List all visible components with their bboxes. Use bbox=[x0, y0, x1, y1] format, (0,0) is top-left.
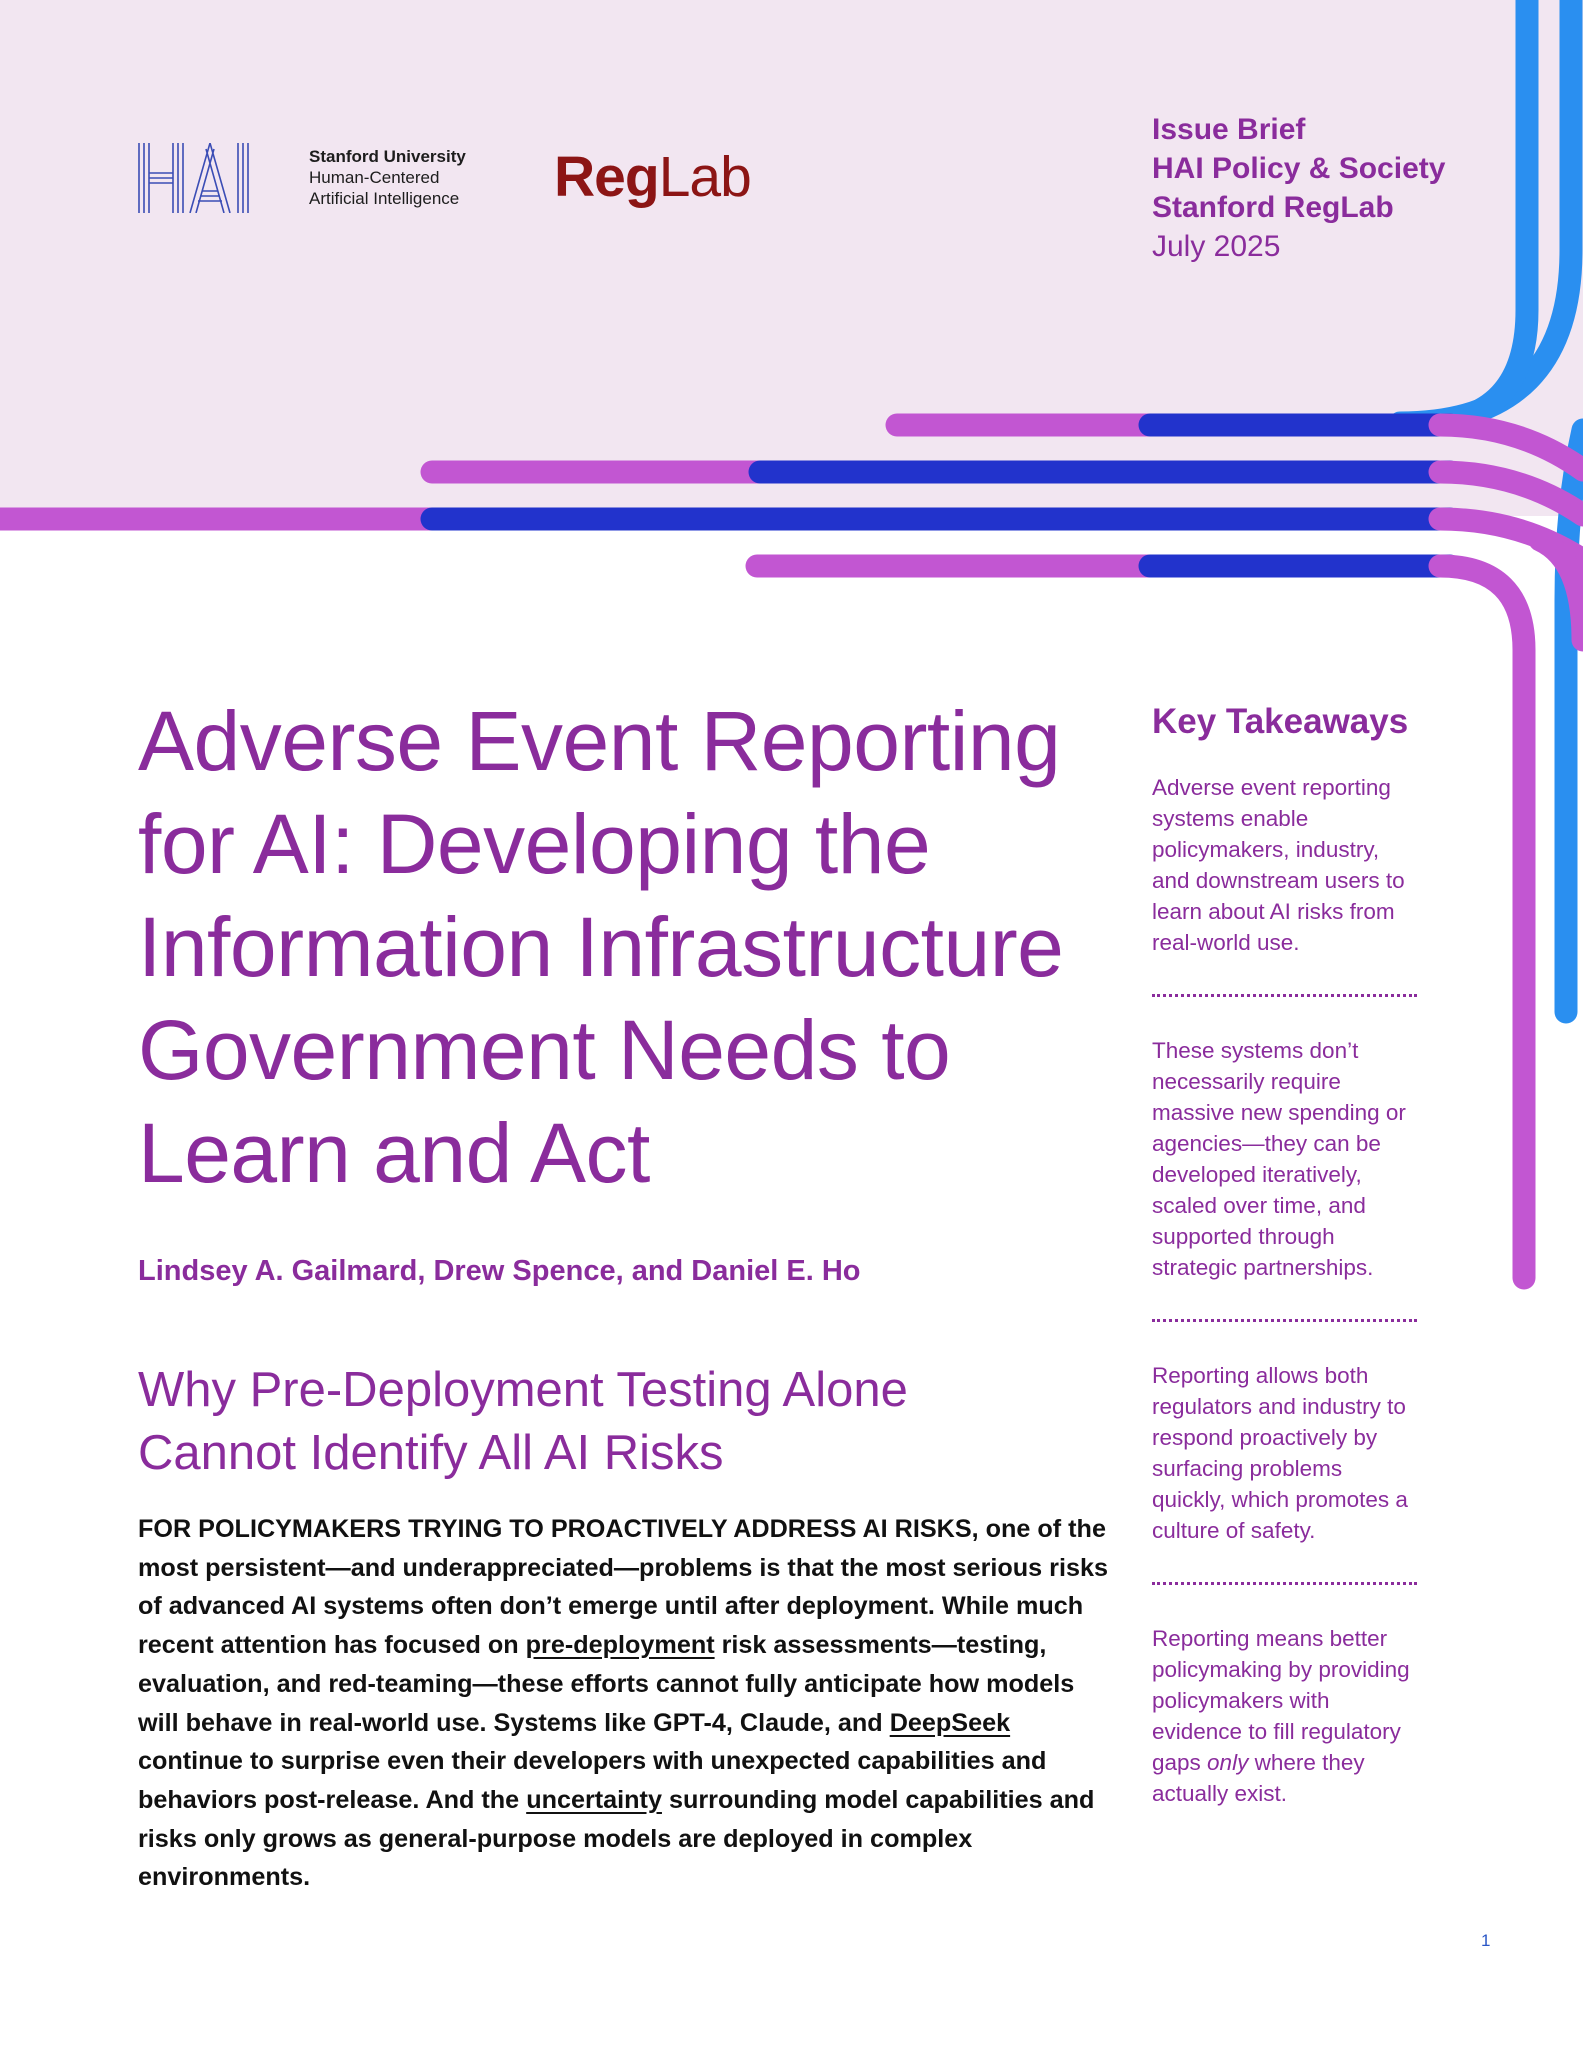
brief-meta bbox=[1152, 110, 1445, 266]
section-body bbox=[138, 1510, 1113, 1897]
uncertainty-link[interactable]: uncertainty bbox=[526, 1785, 662, 1814]
hai-logo-icon bbox=[138, 143, 293, 213]
hai-wordmark bbox=[309, 146, 466, 209]
body-text-4: surrounding model capabilities and risks only grows as general-purpose models are deployed in complex environments. bbox=[138, 1785, 1095, 1892]
key-takeaways-list bbox=[1152, 772, 1417, 1809]
takeaway-2: These systems don’t necessarily require massive new spending or agencies—they can be developed iteratively, scaled over time, and supported through strategic partnerships. bbox=[1152, 1038, 1406, 1280]
takeaway-4-text-a: Reporting means better policymaking by providing policymakers with evidence to fill regulatory gaps bbox=[1152, 1626, 1410, 1775]
hai-line-3: Artificial Intelligence bbox=[309, 189, 460, 208]
authors: Lindsey A. Gailmard, Drew Spence, and Daniel E. Ho bbox=[138, 1255, 861, 1287]
brief-lab: Stanford RegLab bbox=[1152, 191, 1394, 224]
takeaway-1: Adverse event reporting systems enable policymakers, industry, and downstream users to learn about AI risks from real-world use. bbox=[1152, 775, 1405, 955]
key-takeaways-title: Key Takeaways bbox=[1152, 702, 1409, 741]
body-text-1: one of the most persistent—and underappreciated—problems is that the most serious risks of advanced AI systems often don’t emerge until after deployment. While much recent attention has focused on bbox=[138, 1515, 1108, 1660]
takeaway-4-emphasis: only bbox=[1207, 1750, 1249, 1775]
pre-deployment-link[interactable]: pre-deployment bbox=[525, 1631, 715, 1660]
takeaway-divider bbox=[1152, 1319, 1417, 1322]
reglab-logo bbox=[554, 142, 751, 212]
takeaway-3: Reporting allows both regulators and industry to respond proactively by surfacing problems quickly, which promotes a culture of safety. bbox=[1152, 1363, 1408, 1543]
reglab-logo-lab: Lab bbox=[658, 145, 751, 209]
takeaway-divider bbox=[1152, 994, 1417, 997]
page-number: 1 bbox=[1481, 1931, 1491, 1950]
magenta-vertical bbox=[1440, 566, 1524, 1278]
body-lead: FOR POLICYMAKERS TRYING TO PROACTIVELY ADDRESS AI RISKS, bbox=[138, 1515, 979, 1543]
page-title: Adverse Event Reporting for AI: Developing the Information Infrastructure Government Needs to Learn and Act bbox=[138, 694, 1064, 1200]
body-text-3: continue to surprise even their developers with unexpected capabilities and behaviors post-release. And the bbox=[138, 1747, 1047, 1814]
takeaway-4 bbox=[1152, 1623, 1417, 1809]
brief-program: HAI Policy & Society bbox=[1152, 152, 1446, 185]
takeaway-4-text-b: where they actually exist. bbox=[1152, 1750, 1365, 1806]
body-text-2: risk assessments—testing, evaluation, and red-teaming—these efforts cannot fully anticipate how models will behave in real-world use. Systems like GPT-4, Claude, and bbox=[138, 1631, 1075, 1737]
hai-line-2: Human-Centered bbox=[309, 168, 440, 187]
reglab-logo-reg: Reg bbox=[554, 145, 659, 209]
brief-date: July 2025 bbox=[1152, 230, 1281, 263]
section-heading: Why Pre-Deployment Testing Alone Cannot Identify All AI Risks bbox=[138, 1363, 908, 1480]
brief-type: Issue Brief bbox=[1152, 113, 1306, 146]
takeaway-divider bbox=[1152, 1582, 1417, 1585]
deepseek-link[interactable]: DeepSeek bbox=[889, 1708, 1011, 1737]
hai-org-name: Stanford University bbox=[309, 147, 466, 166]
